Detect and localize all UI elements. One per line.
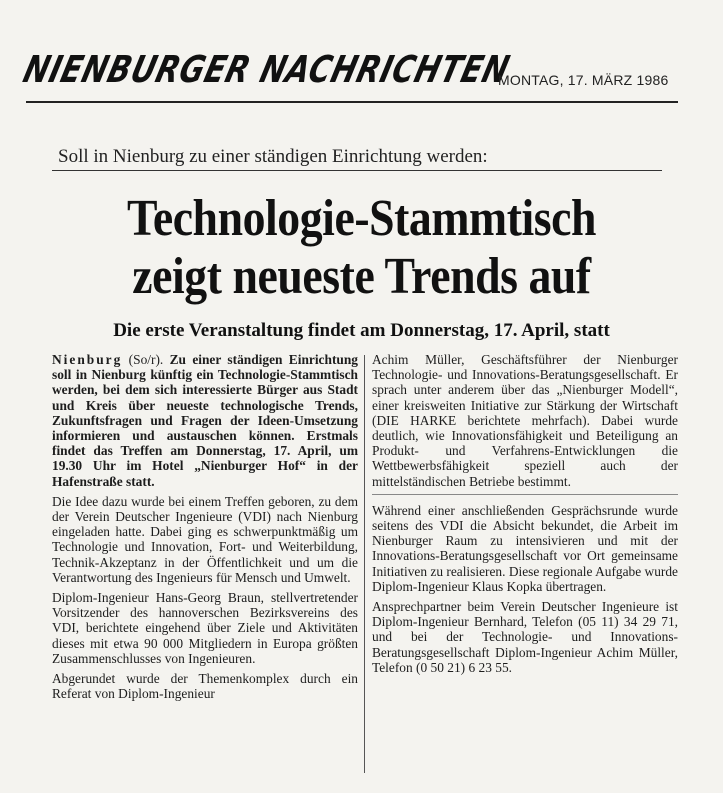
article-headline [0, 190, 723, 306]
article-kicker: Soll in Nienburg zu einer ständigen Einrichtung werden: [58, 146, 488, 167]
lead-paragraph [52, 352, 358, 489]
body-paragraph: Diplom-Ingenieur Hans-Georg Braun, stellvertretender Vorsitzender des hannoverschen Bezirksvereins des VDI, berichtete eingehend über Ziele und Aktivitäten dieses mit etwa 90 000 Mitgliedern in Europa größten Zusammenschlusses von Ingenieuren. [52, 590, 358, 666]
body-paragraph: Während einer anschließenden Gesprächsrunde wurde seitens des VDI die Absicht bekundet, die Arbeit im Nienburger Raum zu intensivieren und mit der Innovations-Beratungsgesellschaft vor Ort gemeinsame Initiativen zu realisieren. Diese regionale Aufgabe wurde Diplom-Ingenieur Klaus Kopka übertragen. [372, 502, 678, 594]
body-paragraph: Die Idee dazu wurde bei einem Treffen geboren, zu dem der Verein Deutscher Ingenieure (VDI) nach Nienburg eingeladen hatte. Dabei ging es schwerpunktmäßig um Technologie und Innovation, Fort- und Weiterbildung, Technik-Akzeptanz in der Öffentlichkeit und um die Verantwortung des Ingenieurs für Mensch und Umwelt. [52, 493, 358, 585]
publication-date: MONTAG, 17. MÄRZ 1986 [498, 72, 669, 88]
dateline: Nienburg [52, 352, 123, 367]
source-tag: (So/r). [128, 352, 164, 367]
body-paragraph: Achim Müller, Geschäftsführer der Nienburger Technologie- und Innovations-Beratungsgesellschaft. Er sprach unter anderem über das „Nienburger Modell“, einer kreisweiten Initiative zur Stärkung der Wirtschaft (DIE HARKE berichtete mehrfach). Dabei wurde deutlich, wie Innovationsfähigkeit und Beteiligung an Produkt- und Verfahrens-Entwicklungen die Wettbewerbsfähigkeit speziell auch der mittelständischen Betriebe bestimmt. [372, 352, 678, 489]
headline-line-1: Technologie-Stammtisch [126, 190, 597, 247]
paragraph-rule [372, 494, 678, 495]
article-subheadline: Die erste Veranstaltung findet am Donnerstag, 17. April, statt [113, 320, 610, 341]
kicker-rule [52, 170, 662, 171]
headline-line-2: zeigt neueste Trends auf [132, 248, 591, 305]
masthead-rule [26, 101, 678, 103]
handwritten-paper-name: NIENBURGER NACHRICHTEN [19, 48, 515, 91]
lead-text: Zu einer ständigen Einrichtung soll in Nienburg künftig ein Technologie-Stammtisch werden, bei dem sich interessierte Bürger aus Stadt und Kreis über neueste technologische Trends, Zukunftsfragen und Fragen der Ideen-Umsetzung informieren und austauschen können. Erstmals findet das Treffen am Donnerstag, 17. April, um 19.30 Uhr im Hotel „Nienburger Hof“ in der Hafenstraße statt. [52, 352, 358, 489]
column-divider [364, 355, 365, 773]
article-column-right [372, 352, 678, 680]
body-paragraph: Ansprechpartner beim Verein Deutscher Ingenieure ist Diplom-Ingenieur Bernhard, Telefon (05 11) 34 29 71, und bei der Technologie- und Innovations-Beratungsgesellschaft Diplom-Ingenieur Achim Müller, Telefon (0 50 21) 6 23 55. [372, 599, 678, 675]
article-column-left [52, 352, 358, 706]
body-paragraph: Abgerundet wurde der Themenkomplex durch ein Referat von Diplom-Ingenieur [52, 671, 358, 702]
